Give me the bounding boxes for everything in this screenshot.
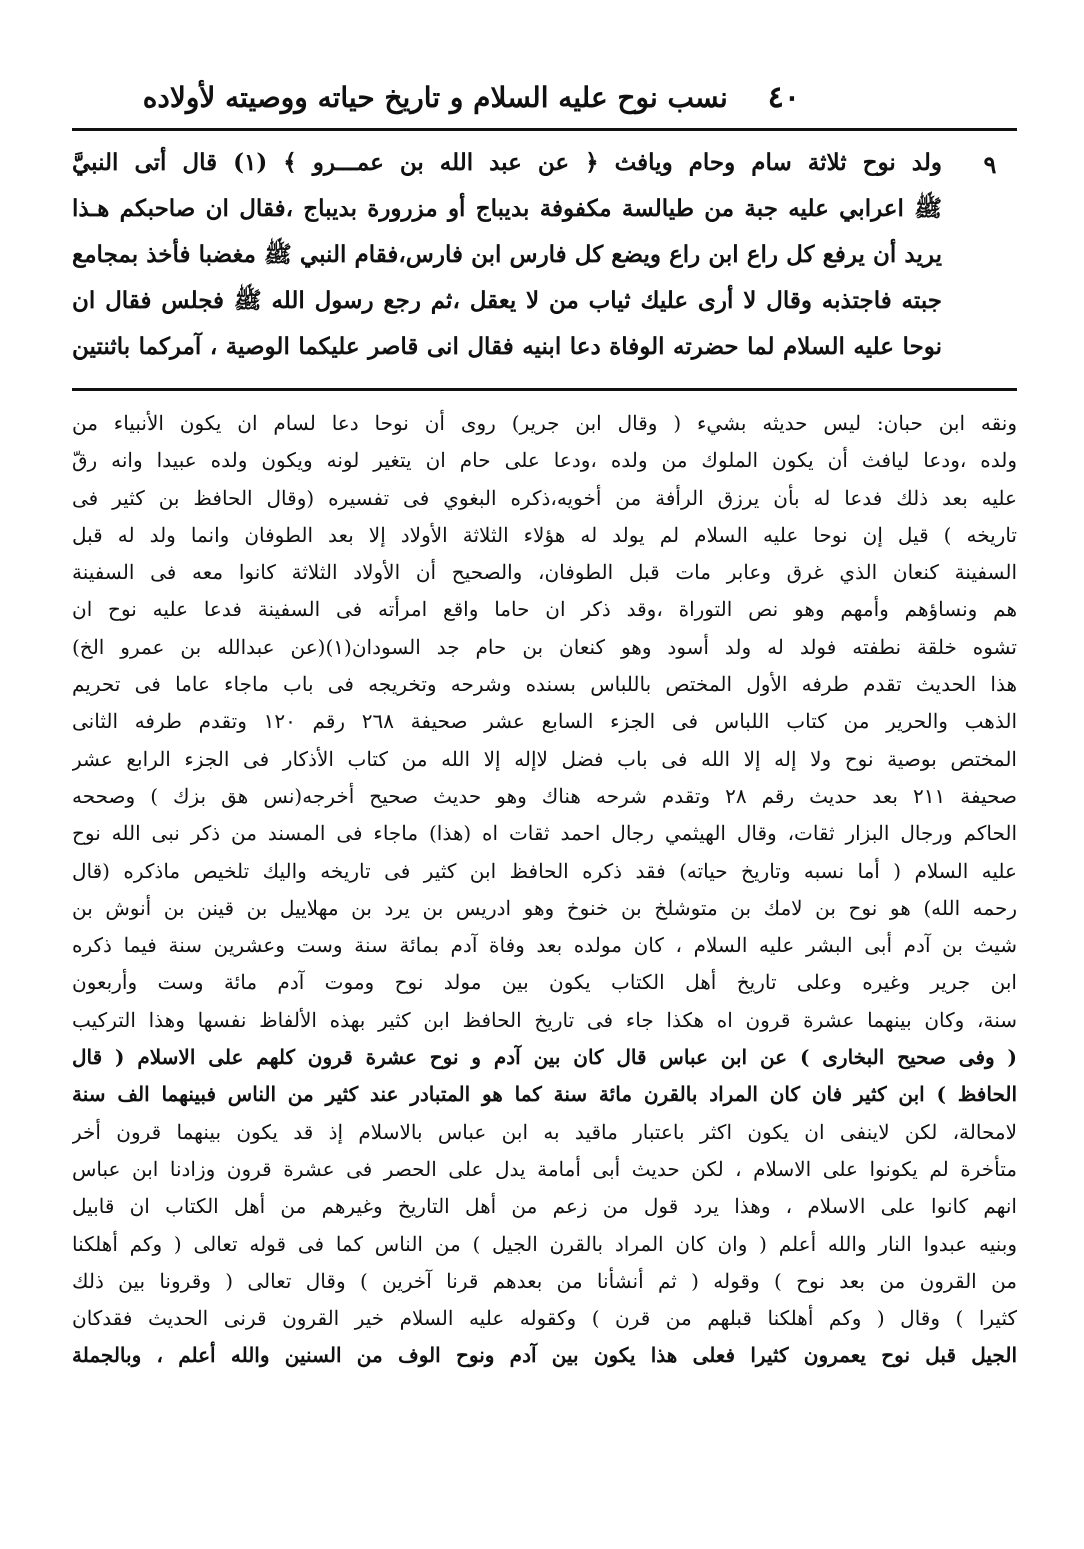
commentary-line: السفينة كنعان الذي غرق وعابر مات قبل الطوفان، والصحيح أن الأولاد الثلاثة كانوا معه فى السفينة: [72, 560, 1017, 585]
commentary-line: ولده ،ودعا ليافث أن يكون الملوك من ولده ،ودعا على حام ان يتغير لونه ويكون ولده عبيدا وانه رقّ: [72, 448, 1017, 473]
commentary-line: ابن جرير وغيره وعلى تاريخ أهل الكتاب يكون بين مولد نوح وموت آدم مائة وست وأربعون: [72, 970, 1017, 995]
commentary-line: شيث بن آدم أبى البشر عليه السلام ، كان مولده بعد وفاة آدم بمائة سنة وست وعشرين سنة فيما ذكره: [72, 933, 1017, 958]
commentary-line: عليه السلام ( أما نسبه وتاريخ حياته) فقد ذكره الحافظ ابن كثير فى تاريخه واليك تلخيص ماذكره (قال: [72, 858, 1017, 883]
commentary-line: هم ونساؤهم وأمهم وهو نص التوراة ،وقد ذكر ان حاما واقع امرأته فى السفينة فدعا عليه نوح ان: [72, 597, 1017, 622]
commentary-line: سنة، وكان بينهما عشرة قرون اه هكذا جاء فى تاريخ الحافظ ابن كثير بهذه الألفاظ نفسها وهذا التركيب: [72, 1007, 1017, 1032]
hadith-line: يريد أن يرفع كل راع ابن راع ويضع كل فارس ابن فارس،فقام النبي ﷺ مغضبا فأخذ بمجامع: [72, 241, 942, 268]
hadith-line: نوحا عليه السلام لما حضرته الوفاة دعا ابنيه فقال انى قاصر عليكما الوصية ، آمركما باثنتين: [72, 333, 942, 360]
commentary-line: وبنيه عبدوا النار والله أعلم ( وان كان المراد بالقرن الجيل ) من الناس كما فى قوله تعالى ( وكم أهلكنا: [72, 1231, 1017, 1256]
commentary-line: متأخرة لم يكونوا على الاسلام ، لكن حديث أبى أمامة يدل على الحصر فى عشرة قرون وزادنا ابن عباس: [72, 1156, 1017, 1181]
hadith-line: ﷺ اعرابي عليه جبة من طيالسة مكفوفة بديباج أو مزرورة بديباج ،فقال ان صاحبكم هـذا: [72, 195, 942, 222]
commentary-line: هذا الحديث تقدم طرفه الأول المختص باللباس بسنده وشرحه وتخريجه فى باب ماجاء عاما فى تحريم: [72, 672, 1017, 697]
commentary-line: ( وفى صحيح البخارى ) عن ابن عباس قال كان بين آدم و نوح عشرة قرون كلهم على الاسلام ( قال: [72, 1045, 1017, 1070]
hadith-text: [72, 140, 942, 380]
commentary-line: ونقه ابن حبان: ليس حديثه بشيء ( وقال ابن جرير) روى أن نوحا دعا لسام ان يكون الأنبياء من: [72, 411, 1017, 435]
commentary-line: صحيفة ٢١١ بعد حديث رقم ٢٨ وتقدم شرحه هناك وهو حديث صحيح أخرجه(نس هق بزك ) وصححه: [72, 783, 1017, 808]
page-header: [142, 72, 800, 122]
commentary-line: لامحالة، لكن لاينفى ان يكون اكثر باعتبار ماقيد به ابن عباس بالاسلام إذ قد يكون بينهما قرون أخر: [72, 1119, 1017, 1144]
commentary-line: الحافظ ) ابن كثير فان كان المراد بالقرن مائة سنة كما هو المتبادر عند كثير من الناس فبينهما الف سنة: [72, 1082, 1017, 1107]
commentary-text: [72, 405, 1017, 1525]
hadith-number: ٩: [983, 150, 997, 179]
commentary-line: انهم كانوا على الاسلام ، وهذا يرد قول من زعم من أهل التاريخ وغيرهم من أهل الكتاب ان قابيل: [72, 1194, 1017, 1219]
commentary-line: تاريخه ) قيل إن نوحا عليه السلام لم يولد له هؤلاء الثلاثة الأولاد إلا بعد الطوفان وانما ولد له قبل: [72, 522, 1017, 547]
commentary-line: الذهب والحرير من كتاب اللباس فى الجزء السابع عشر صحيفة ٢٦٨ رقم ١٢٠ وتقدم طرفه الثانى: [72, 709, 1017, 734]
running-title: نسب نوح عليه السلام و تاريخ حياته ووصيته لأولاده: [142, 80, 728, 114]
commentary-line: عليه بعد ذلك فدعا له بأن يرزق الرأفة من أخويه،ذكره البغوي فى تفسيره (وقال الحافظ بن كثير فى: [72, 485, 1017, 510]
commentary-line: الجيل قبل نوح يعمرون كثيرا فعلى هذا يكون بين آدم ونوح الوف من السنين والله أعلم ، وبالجملة: [72, 1343, 1017, 1368]
page-number: ٤٠: [767, 79, 800, 115]
commentary-line: كثيرا ) وقال ( وكم أهلكنا قبلهم من قرن ) وكقوله عليه السلام خير القرون قرنى الحديث فقدكان: [72, 1306, 1017, 1331]
hadith-line: جبته فاجتذبه وقال لا أرى عليك ثياب من لا يعقل ،ثم رجع رسول الله ﷺ فجلس فقال ان: [72, 287, 942, 314]
hadith-line: ولد نوح ثلاثة سام وحام ويافث ﴿ عن عبد الله بن عمـــرو ﴾ (١) قال أتى النبيَّ: [72, 149, 942, 176]
commentary-line: المختص بوصية نوح ولا إله إلا الله فى باب فضل لاإله إلا الله من كتاب الأذكار فى الجزء الرابع عشر: [72, 746, 1017, 771]
footnote-separator: [72, 388, 1017, 391]
commentary-line: الحاكم ورجال البزار ثقات، وقال الهيثمي رجال احمد ثقات اه (هذا) ماجاء فى المسند من ذكر نبى الله نوح: [72, 821, 1017, 846]
commentary-line: رحمه الله) هو نوح بن لامك بن متوشلخ بن خنوخ وهو ادريس بن يرد بن مهلاييل بن قينن بن أنوش بن: [72, 895, 1017, 920]
commentary-line: تشوه خلقة نطفته فولد له ولد أسود وهو كنعان بن حام جد السودان(١)(عن عبدالله بن عمرو الخ): [72, 634, 1017, 659]
header-rule: [72, 128, 1017, 131]
commentary-line: من القرون من بعد نوح ) وقوله ( ثم أنشأنا من بعدهم قرنا آخرين ) وقال تعالى ( وقرونا بين ذلك: [72, 1268, 1017, 1293]
